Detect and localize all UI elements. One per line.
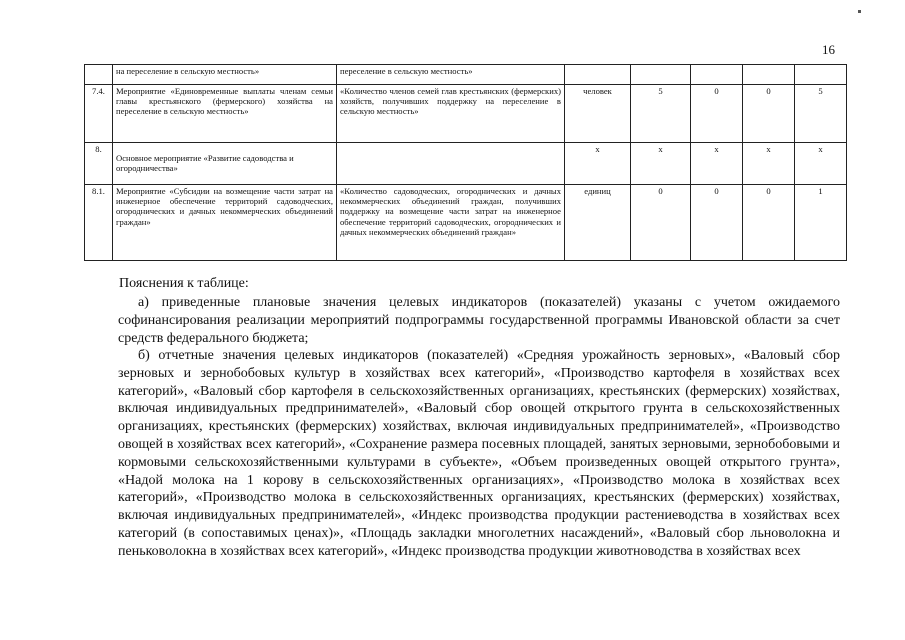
notes-title: Пояснения к таблице: <box>119 276 249 291</box>
note-paragraph-a: а) приведенные плановые значения целевых индикаторов (показателей) указаны с учетом ожидаемого софинансирования реализации мероприятий подпрограммы государственной программы Ивановской области за счет средств федерального бюджета; <box>118 295 840 346</box>
value-cell: 0 <box>691 185 743 261</box>
value-cell: 1 <box>795 185 847 261</box>
event-cell: на переселение в сельскую местность» <box>113 65 337 85</box>
unit-cell <box>565 65 631 85</box>
event-cell: Основное мероприятие «Развитие садоводства и огородничества» <box>113 143 337 185</box>
note-paragraph-b: б) отчетные значения целевых индикаторов (показателей) «Средняя урожайность зерновых», «Валовый сбор зерновых и зернобобовых культур в хозяйствах всех категорий», «Производство картофеля в хозяйствах всех категорий», «Валовый сбор картофеля в сельскохозяйственных организациях, крестьянских (фермерских) хозяйствах, включая индивидуальных предпринимателей», «Валовый сбор овощей открытого грунта в сельскохозяйственных организациях, крестьянских (фермерских) хозяйствах, включая индивидуальных предпринимателей», «Производство овощей в хозяйствах всех категорий», «Сохранение размера посевных площадей, занятых зерновыми, зернобобовыми и кормовыми сельскохозяйственными культурами в субъекте», «Объем произведенных овощей открытого грунта», «Надой молока на 1 корову в сельскохозяйственных организациях», «Производство молока в хозяйствах всех категорий», «Производство молока в сельскохозяйственных организациях, крестьянских (фермерских) хозяйствах, включая индивидуальных предпринимателей», «Индекс производства продукции растениеводства в хозяйствах всех категорий (в сопоставимых ценах)», «Площадь закладки многолетних насаждений», «Валовый сбор льноволокна и пеньковолокна в хозяйствах всех категорий», «Индекс производства продукции животноводства в хозяйствах всех <box>118 348 840 559</box>
value-cell <box>795 65 847 85</box>
row-number: 7.4. <box>85 85 113 143</box>
row-number: 8. <box>85 143 113 185</box>
value-cell: 5 <box>631 85 691 143</box>
scan-mark <box>858 10 861 13</box>
value-cell: х <box>691 143 743 185</box>
row-number <box>85 65 113 85</box>
indicator-cell <box>337 143 565 185</box>
unit-cell: х <box>565 143 631 185</box>
value-cell: 0 <box>743 85 795 143</box>
page-number: 16 <box>822 42 835 57</box>
event-cell: Мероприятие «Субсидии на возмещение части затрат на инженерное обеспечение территорий садоводческих, огороднических и дачных некоммерческих объединений граждан» <box>113 185 337 261</box>
unit-cell: человек <box>565 85 631 143</box>
value-cell <box>631 65 691 85</box>
row-number: 8.1. <box>85 185 113 261</box>
value-cell: х <box>743 143 795 185</box>
indicator-cell: «Количество садоводческих, огороднических и дачных некоммерческих объединений граждан, получивших поддержку на возмещение части затрат на инженерное обеспечение территорий садоводческих, огороднических и дачных некоммерческих объединений граждан» <box>337 185 565 261</box>
value-cell: 0 <box>631 185 691 261</box>
value-cell <box>743 65 795 85</box>
value-cell: 5 <box>795 85 847 143</box>
indicator-cell: «Количество членов семей глав крестьянских (фермерских) хозяйств, получивших поддержку на переселение в сельскую местность» <box>337 85 565 143</box>
table-row <box>85 185 847 261</box>
value-cell: х <box>631 143 691 185</box>
value-cell: 0 <box>691 85 743 143</box>
indicators-table <box>84 64 847 261</box>
unit-cell: единиц <box>565 185 631 261</box>
value-cell <box>691 65 743 85</box>
table-row <box>85 85 847 143</box>
indicator-cell: переселение в сельскую местность» <box>337 65 565 85</box>
table-row <box>85 143 847 185</box>
value-cell: 0 <box>743 185 795 261</box>
value-cell: х <box>795 143 847 185</box>
event-cell: Мероприятие «Единовременные выплаты членам семьи главы крестьянского (фермерского) хозяйства на переселение в сельскую местность» <box>113 85 337 143</box>
table-row <box>85 65 847 85</box>
